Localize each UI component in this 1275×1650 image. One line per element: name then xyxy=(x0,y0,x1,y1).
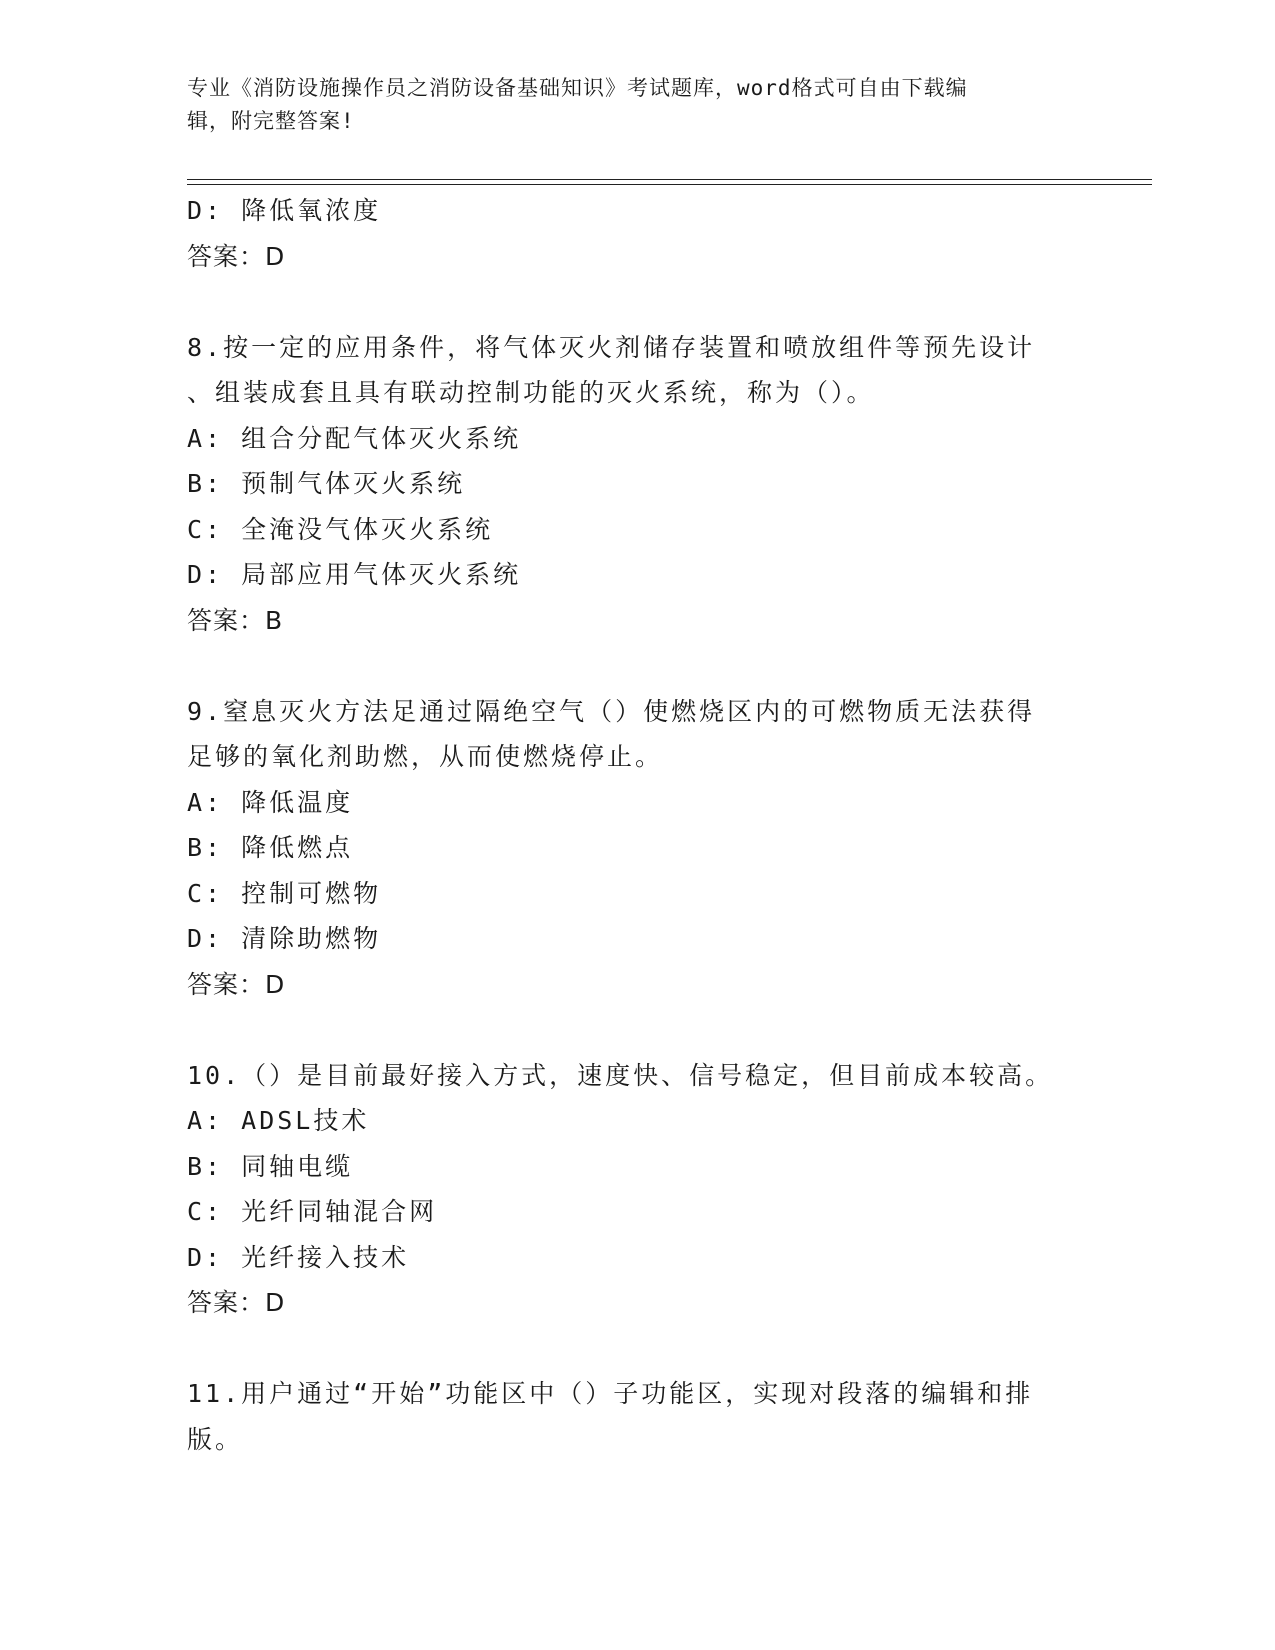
question-stem-line-1: 10.（）是目前最好接入方式，速度快、信号稳定，但目前成本较高。 xyxy=(187,1060,1054,1090)
option-c: C: 控制可燃物 xyxy=(187,878,382,908)
answer-line: 答案：D xyxy=(187,969,286,999)
answer-line: 答案：B xyxy=(187,605,284,635)
spacer xyxy=(187,279,1087,325)
question-9 xyxy=(187,689,1087,1008)
spacer xyxy=(187,643,1087,689)
option-a: A: ADSL技术 xyxy=(187,1106,370,1135)
question-stem-line-2: 、组装成套且具有联动控制功能的灭火系统，称为（）。 xyxy=(187,378,875,407)
option-d: D: 光纤接入技术 xyxy=(187,1242,410,1272)
answer-line: 答案：D xyxy=(187,1288,286,1317)
header-rule-bottom xyxy=(187,184,1152,185)
document-body xyxy=(187,188,1087,1462)
option-b: B: 降低燃点 xyxy=(187,833,354,862)
option-b: B: 同轴电缆 xyxy=(187,1151,354,1181)
question-11 xyxy=(187,1371,1087,1462)
page-header xyxy=(187,72,1067,138)
spacer xyxy=(187,1326,1087,1372)
option-a: A: 降低温度 xyxy=(187,787,354,817)
header-line-2: 辑，附完整答案! xyxy=(187,109,355,133)
question-stem-line-2: 足够的氧化剂助燃，从而使燃烧停止。 xyxy=(187,742,664,771)
question-stem-line-1: 11.用户通过“开始”功能区中（）子功能区，实现对段落的编辑和排 xyxy=(187,1379,1034,1408)
question-stem-line-2: 版。 xyxy=(187,1424,244,1454)
option-b: B: 预制气体灭火系统 xyxy=(187,469,466,498)
question-stem-line-1: 9.窒息灭火方法足通过隔绝空气（）使燃烧区内的可燃物质无法获得 xyxy=(187,696,1036,726)
question-8 xyxy=(187,325,1087,644)
option-c: C: 光纤同轴混合网 xyxy=(187,1197,438,1226)
spacer xyxy=(187,1007,1087,1053)
question-10 xyxy=(187,1053,1087,1326)
option-d: D: 局部应用气体灭火系统 xyxy=(187,560,522,589)
option-d: D: 降低氧浓度 xyxy=(187,196,382,225)
answer-line: 答案：D xyxy=(187,241,286,271)
option-c: C: 全淹没气体灭火系统 xyxy=(187,514,494,544)
header-line-1: 专业《消防设施操作员之消防设备基础知识》考试题库，word格式可自由下载编 xyxy=(187,76,968,100)
option-d: D: 清除助燃物 xyxy=(187,924,382,953)
header-rule-top xyxy=(187,179,1152,180)
question-stem-line-1: 8.按一定的应用条件，将气体灭火剂储存装置和喷放组件等预先设计 xyxy=(187,332,1036,362)
option-a: A: 组合分配气体灭火系统 xyxy=(187,423,522,453)
